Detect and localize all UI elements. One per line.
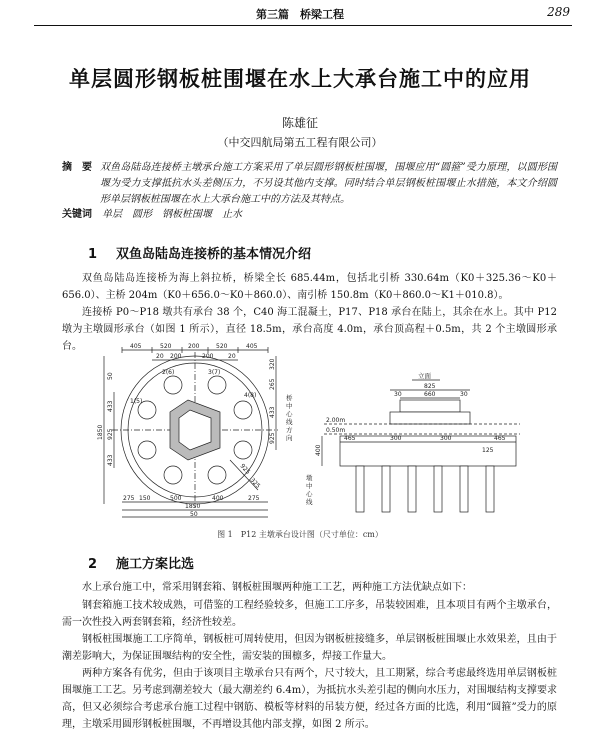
- plan-top-dim: 520: [216, 343, 228, 350]
- elev-pile: [460, 466, 468, 512]
- pile: [164, 376, 182, 394]
- plan-bottom-dim: 400: [212, 495, 224, 502]
- section-2-paragraph: 水上承台施工中，常采用钢套箱、钢板桩围堰两种施工工艺，两种施工方法优缺点如下：: [82, 582, 472, 593]
- keywords-label: 关键词: [62, 209, 92, 220]
- elev-pile: [408, 466, 416, 512]
- level-label: 2.00m: [326, 417, 346, 424]
- section-1-paragraph: 双鱼岛陆岛连接桥为海上斜拉桥，桥梁全长 685.44m，包括北引桥 330.64m（K0＋325.36～K0＋656.0）、主桥 204m（K0＋656.0～K0＋860.0）、南引桥 150.8m（K0＋860.0～K1＋010.8）。: [62, 273, 557, 301]
- pile-label: 1(5): [130, 398, 143, 405]
- elev-top-dim: 30: [394, 391, 402, 398]
- plan-top-dim2: 200: [202, 353, 214, 360]
- pile: [208, 466, 226, 484]
- pile-label: 2(6): [162, 369, 175, 376]
- section-2-heading: [88, 553, 194, 572]
- plan-bottom-dim: 275: [123, 495, 135, 502]
- section-1-number: 1: [88, 247, 98, 262]
- header-rule: [34, 25, 572, 26]
- section-2-paragraph: 钢套箱施工技术较成熟，可借鉴的工程经验较多，但施工工序多，吊装较困难，且本项目有两个主墩承台，需一次性投入两套钢套箱，经济性较差。: [62, 600, 557, 628]
- elev-top-dim: 660: [424, 391, 436, 398]
- elev-height-dim: 400: [315, 444, 322, 456]
- level-label: 0.50m: [326, 427, 346, 434]
- plan-top-dim: 405: [246, 343, 258, 350]
- plan-bottom-dim: 150: [139, 495, 151, 502]
- plan-view: [97, 343, 278, 518]
- elev-bottom-dim: 465: [344, 435, 356, 442]
- plan-top-dim: 520: [160, 343, 172, 350]
- plan-right-dim: 925: [269, 432, 276, 444]
- elev-pile: [434, 466, 442, 512]
- running-head: [0, 0, 600, 26]
- pile-label: 4(8): [244, 392, 257, 399]
- plan-left-dim: 925: [107, 428, 114, 440]
- plan-top-dim: 405: [130, 343, 142, 350]
- plan-right-dim: 433: [269, 406, 276, 418]
- plan-bottom-dim: 500: [170, 495, 182, 502]
- pier-axis-label: 墩中心线: [306, 474, 313, 506]
- pile-label: 3(7): [208, 369, 221, 376]
- plan-top-dim2: 20: [228, 353, 236, 360]
- bridge-axis-label: 桥中心线方向: [286, 394, 293, 442]
- elevation-label: 立面: [418, 372, 431, 380]
- plan-left-dim: 50: [107, 372, 114, 380]
- pile: [164, 466, 182, 484]
- plan-diag-dim: 925: [238, 462, 252, 476]
- plan-left-dim: 1850: [97, 424, 104, 440]
- elev-pile: [356, 466, 364, 512]
- affiliation: （中交四航局第五工程有限公司）: [217, 136, 383, 149]
- elev-bottom-dim2: 125: [482, 447, 494, 454]
- keywords: [62, 207, 557, 223]
- elev-bottom-dim: 300: [390, 435, 402, 442]
- elev-bottom-dim: 300: [440, 435, 452, 442]
- section-1-heading: [88, 243, 311, 262]
- figure-1: [90, 340, 530, 520]
- pier-stem: [400, 400, 460, 412]
- plan-right-dim: 320: [269, 358, 276, 370]
- author: 陈雄征: [281, 116, 318, 130]
- abstract-text: 双鱼岛陆岛连接桥主墩承台施工方案采用了单层圆形钢板桩围堰，围堰应用“圆箍”受力原理，以圆形围堰为受力支撑抵抗水头差侧压力，不另设其他内支撑。同时结合单层钢板桩围堰止水措施，本文介绍圆形单层钢板桩围堰在水上大承台施工中的方法及其特点。: [100, 162, 557, 205]
- pile: [208, 376, 226, 394]
- elev-bottom-dim: 465: [494, 435, 506, 442]
- plan-diag-dim: 325: [248, 476, 262, 490]
- plan-left-dim: 433: [107, 454, 114, 466]
- section-2-paragraph: 两种方案各有优劣，但由于该项目主墩承台只有两个，尺寸较大，且工期紧，综合考虑最终选用单层钢板桩围堰施工工艺。另考虑到潮差较大（最大潮差约 6.4m），为抵抗水头差引起的侧向水压力，对围堰结构支撑要求高，但又必须综合考虑承台施工过程中钢筋、模板等材料的吊装方便，经过各方面的比选，利用“圆箍”受力的原理，主墩采用圆形钢板桩围堰，不再增设其他内部支撑，如图 2 所示。: [62, 668, 557, 730]
- keywords-text: 单层 圆形 钢板桩围堰 止水: [102, 209, 242, 220]
- plan-top-dim2: 20: [156, 353, 164, 360]
- plan-top-dim2: 200: [170, 353, 182, 360]
- pile: [234, 441, 252, 459]
- plan-right-dim: 265: [269, 378, 276, 390]
- abstract-label: 摘 要: [62, 162, 92, 173]
- plan-bottom-dim3: 50: [190, 511, 198, 518]
- section-2-title: 施工方案比选: [116, 557, 195, 572]
- elev-pile: [382, 466, 390, 512]
- plan-top-dim: 200: [188, 343, 200, 350]
- elev-pile: [486, 466, 494, 512]
- pile: [138, 441, 156, 459]
- section-1-title: 双鱼岛陆岛连接桥的基本情况介绍: [116, 247, 312, 262]
- article-title: 单层圆形钢板桩围堰在水上大承台施工中的应用: [69, 67, 531, 91]
- running-head-section: 第三篇 桥梁工程: [256, 8, 344, 21]
- pile: [234, 401, 252, 419]
- section-1-paragraph: 连接桥 P0～P18 墩共有承台 38 个，C40 海工混凝土，P17、P18 承台在陆上，其余在水上。其中 P12 墩为主墩圆形承台（如图 1 所示），直径 18.5m，承台高度 4.0m，承台顶高程＋0.5m，共 2 个主墩圆形承台。: [62, 307, 557, 352]
- elev-top-dim: 30: [460, 391, 468, 398]
- section-2-paragraph: 钢板桩围堰施工工序简单，钢板桩可周转使用，但因为钢板桩接缝多，单层钢板桩围堰止水效果差，且由于潮差影响大，为保证围堰结构的安全性，需安装的围檩多，焊接工作量大。: [62, 634, 557, 662]
- abstract: [62, 160, 557, 208]
- elev-top-dim: 825: [424, 383, 436, 390]
- elevation-view: [315, 371, 520, 512]
- plan-bottom-dim2: 1850: [185, 503, 201, 510]
- figure-1-caption: 图 1 P12 主墩承台设计图（尺寸单位：cm）: [217, 530, 383, 539]
- plan-left-dim: 433: [107, 400, 114, 412]
- section-2-number: 2: [88, 557, 98, 572]
- plan-bottom-dim: 275: [248, 495, 260, 502]
- page-number: 289: [547, 5, 570, 19]
